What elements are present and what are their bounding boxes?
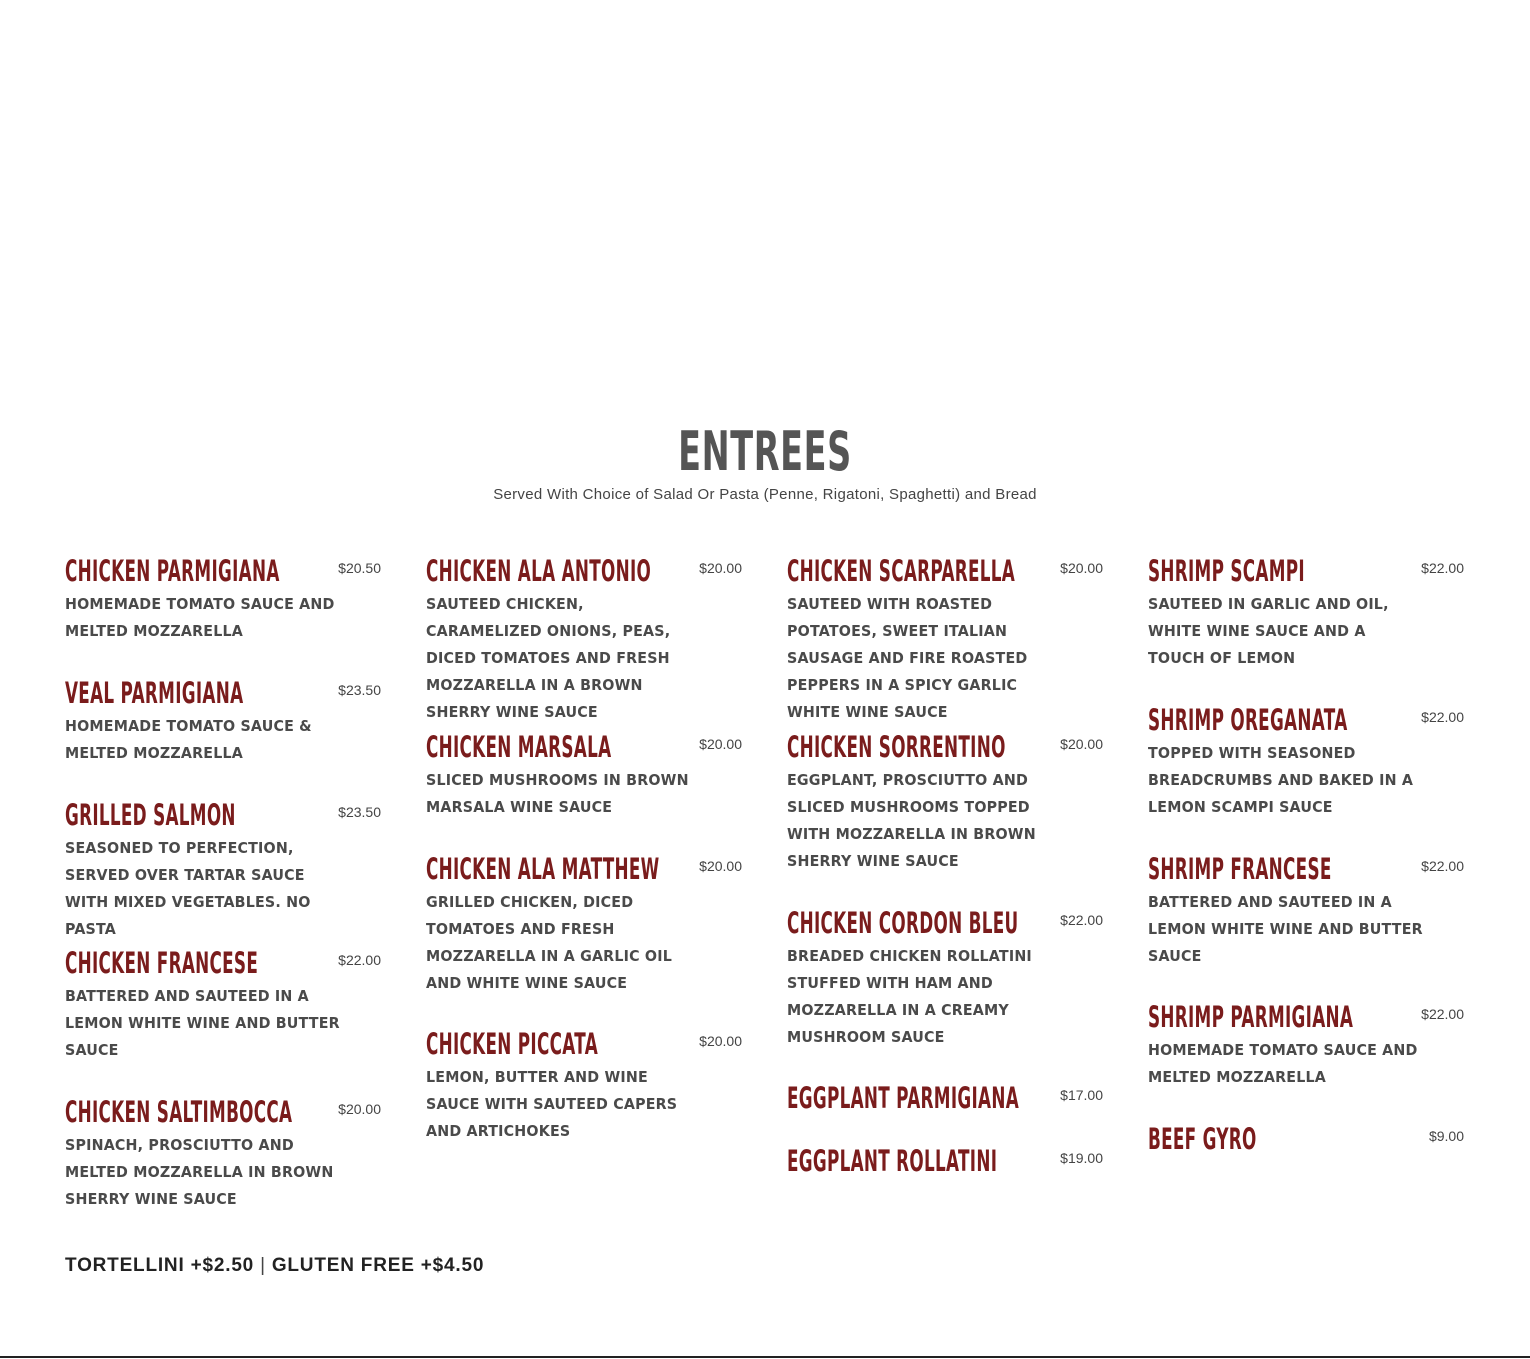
menu-column-1 [65,556,381,1213]
item-description: BATTERED AND SAUTEED IN A LEMON WHITE WINE AND BUTTER SAUCE [1148,893,1423,965]
menu-item [787,1146,1103,1176]
item-description: SLICED MUSHROOMS IN BROWN MARSALA WINE SAUCE [426,771,689,816]
menu-item [1148,705,1464,854]
addon-separator: | [260,1255,266,1276]
item-name: CHICKEN ALA MATTHEW [426,852,660,886]
item-price: $20.00 [699,560,742,576]
item-name: CHICKEN SCARPARELLA [787,554,1016,588]
bottom-divider [0,1356,1530,1358]
menu-item [65,1097,381,1213]
item-price: $22.00 [1421,858,1464,874]
item-price: $22.00 [1421,709,1464,725]
item-price: $20.00 [699,1033,742,1049]
item-description: SEASONED TO PERFECTION, SERVED OVER TARTAR SAUCE WITH MIXED VEGETABLES. NO PASTA [65,839,311,938]
item-description: SPINACH, PROSCIUTTO AND MELTED MOZZARELLA IN BROWN SHERRY WINE SAUCE [65,1136,334,1208]
menu-item [426,556,742,732]
tortellini-addon: TORTELLINI +$2.50 [65,1255,255,1276]
item-description: HOMEMADE TOMATO SAUCE & MELTED MOZZARELLA [65,717,312,762]
item-description: HOMEMADE TOMATO SAUCE AND MELTED MOZZARELLA [1148,1041,1418,1086]
item-name: CHICKEN CORDON BLEU [787,906,1019,940]
item-price: $20.00 [338,1101,381,1117]
menu-item [426,854,742,1029]
item-description: SAUTEED CHICKEN, CARAMELIZED ONIONS, PEAS, DICED TOMATOES AND FRESH MOZZARELLA IN A BROWN SHERRY WINE SAUCE [426,595,671,721]
item-description: BREADED CHICKEN ROLLATINI STUFFED WITH HAM AND MOZZARELLA IN A CREAMY MUSHROOM SAUCE [787,947,1032,1046]
item-description: GRILLED CHICKEN, DICED TOMATOES AND FRESH MOZZARELLA IN A GARLIC OIL AND WHITE WINE SAUCE [426,893,672,992]
menu-column-2 [426,556,742,1145]
menu-item [787,908,1103,1083]
item-price: $20.00 [1060,736,1103,752]
item-name: BEEF GYRO [1148,1122,1257,1156]
section-title: ENTREES [678,420,852,483]
item-price: $9.00 [1428,1128,1464,1144]
item-description: SAUTEED IN GARLIC AND OIL, WHITE WINE SAUCE AND A TOUCH OF LEMON [1148,595,1389,667]
item-description: LEMON, BUTTER AND WINE SAUCE WITH SAUTEED CAPERS AND ARTICHOKES [426,1068,678,1140]
item-name: SHRIMP PARMIGIANA [1148,1000,1354,1034]
menu-item [65,556,381,678]
item-name: CHICKEN PARMIGIANA [65,554,280,588]
item-price: $17.00 [1060,1087,1103,1103]
item-price: $22.00 [1421,560,1464,576]
item-name: VEAL PARMIGIANA [65,676,244,710]
item-price: $20.00 [699,858,742,874]
item-description: HOMEMADE TOMATO SAUCE AND MELTED MOZZARELLA [65,595,335,640]
menu-item [787,1083,1103,1146]
item-description: TOPPED WITH SEASONED BREADCRUMBS AND BAKED IN A LEMON SCAMPI SAUCE [1148,744,1414,816]
item-price: $23.50 [338,804,381,820]
item-price: $23.50 [338,682,381,698]
menu-item [787,732,1103,908]
item-name: CHICKEN ALA ANTONIO [426,554,652,588]
item-name: CHICKEN PICCATA [426,1027,599,1061]
menu-item [426,1029,742,1145]
menu-item [65,678,381,800]
item-name: EGGPLANT PARMIGIANA [787,1081,1020,1115]
item-name: GRILLED SALMON [65,798,236,832]
item-description: SAUTEED WITH ROASTED POTATOES, SWEET ITALIAN SAUSAGE AND FIRE ROASTED PEPPERS IN A SPICY GARLIC WHITE WINE SAUCE [787,595,1028,721]
item-description: EGGPLANT, PROSCIUTTO AND SLICED MUSHROOMS TOPPED WITH MOZZARELLA IN BROWN SHERRY WINE SAUCE [787,771,1036,870]
item-price: $20.00 [1060,560,1103,576]
item-price: $20.00 [699,736,742,752]
item-price: $19.00 [1060,1150,1103,1166]
menu-item [65,800,381,948]
menu-item [1148,1002,1464,1124]
item-name: CHICKEN FRANCESE [65,946,259,980]
item-name: SHRIMP OREGANATA [1148,703,1348,737]
item-name: SHRIMP SCAMPI [1148,554,1305,588]
menu-item [1148,556,1464,705]
item-price: $20.50 [338,560,381,576]
item-name: CHICKEN MARSALA [426,730,612,764]
item-price: $22.00 [338,952,381,968]
menu-item [787,556,1103,732]
section-subtitle: Served With Choice of Salad Or Pasta (Penne, Rigatoni, Spaghetti) and Bread [493,486,1037,503]
pasta-addons [65,1255,484,1277]
item-description: BATTERED AND SAUTEED IN A LEMON WHITE WINE AND BUTTER SAUCE [65,987,340,1059]
item-price: $22.00 [1421,1006,1464,1022]
menu-item [426,732,742,854]
item-name: CHICKEN SALTIMBOCCA [65,1095,293,1129]
menu-item [65,948,381,1097]
item-name: CHICKEN SORRENTINO [787,730,1006,764]
gluten-free-addon: GLUTEN FREE +$4.50 [271,1255,485,1276]
item-price: $22.00 [1060,912,1103,928]
menu-item [1148,854,1464,1002]
item-name: EGGPLANT ROLLATINI [787,1144,998,1178]
menu-column-4 [1148,556,1464,1154]
menu-item [1148,1124,1464,1154]
menu-column-3 [787,556,1103,1176]
item-name: SHRIMP FRANCESE [1148,852,1332,886]
